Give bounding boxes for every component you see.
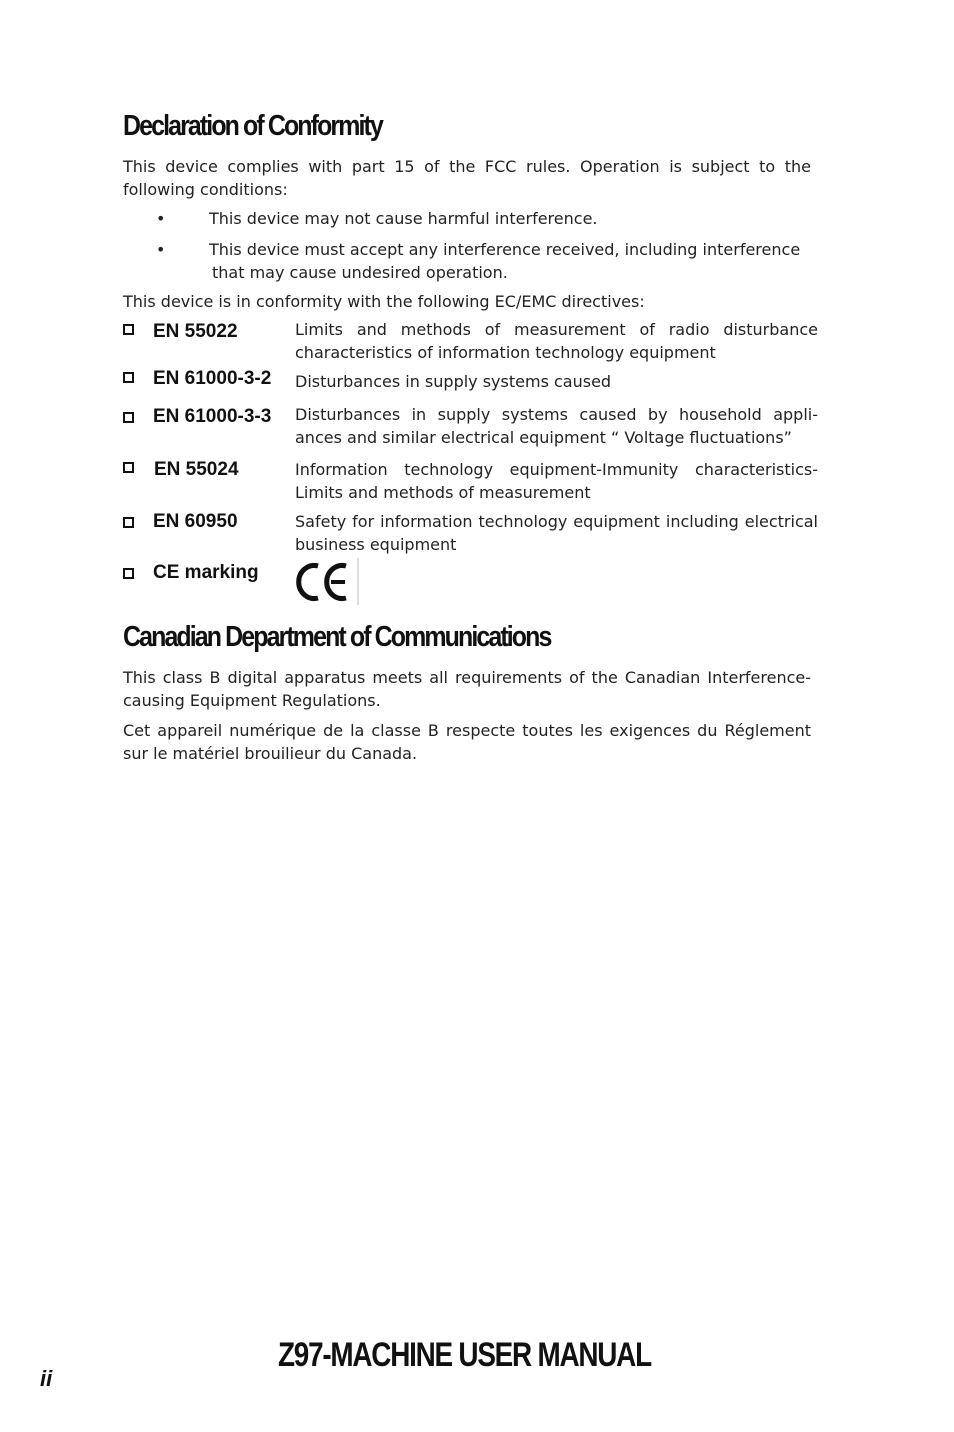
directive-desc: Limits and methods of measurement of radio disturbance characteristics of information technology equipment xyxy=(295,320,818,362)
directive-code: EN 61000-3-2 xyxy=(153,368,272,389)
manual-title: Z97-MACHINE USER MANUAL xyxy=(278,1336,651,1374)
directive-desc: Safety for information technology equipment including electrical business equipment xyxy=(295,512,818,554)
directive-code: EN 55022 xyxy=(153,321,238,342)
bullet-text-line: This device must accept any interference received, including interference xyxy=(209,240,801,259)
directive-desc: Disturbances in supply systems caused xyxy=(295,372,612,391)
checkbox-icon xyxy=(123,372,134,383)
bullet-icon: • xyxy=(156,209,166,228)
bullet-text-line: that may cause undesired operation. xyxy=(212,263,508,282)
checkbox-icon xyxy=(123,462,134,473)
bullet-icon: • xyxy=(156,240,166,259)
bullet-text: This device may not cause harmful interference. xyxy=(209,209,598,228)
bullet-text xyxy=(209,238,811,284)
canadian-french-text: Cet appareil numérique de la classe B respecte toutes les exigences du Réglement sur le matériel brouilieur du Canada. xyxy=(123,721,811,763)
declaration-intro: This device complies with part 15 of the FCC rules. Operation is subject to the following conditions: xyxy=(123,157,811,199)
directives-intro: This device is in conformity with the following EC/EMC directives: xyxy=(123,292,645,311)
canadian-title: Canadian Department of Communications xyxy=(123,621,551,653)
checkbox-icon xyxy=(123,324,134,335)
checkbox-icon xyxy=(123,412,134,423)
directive-code: EN 55024 xyxy=(154,459,239,480)
bullet-item xyxy=(123,207,811,230)
bullet-item xyxy=(123,238,811,284)
directive-desc: Information technology equipment-Immunity characteristics-Limits and methods of measurement xyxy=(295,460,818,502)
page-number: ii xyxy=(40,1366,53,1391)
directive-code: EN 61000-3-3 xyxy=(153,406,272,427)
directive-code: CE marking xyxy=(153,562,259,583)
checkbox-icon xyxy=(123,517,134,528)
directive-desc: Disturbances in supply systems caused by household appli-ances and similar electrical equipment “ Voltage fluctuations” xyxy=(295,405,818,447)
ce-mark-icon xyxy=(295,558,361,606)
checkbox-icon xyxy=(123,568,134,579)
directive-code: EN 60950 xyxy=(153,511,238,532)
canadian-english-text: This class B digital apparatus meets all requirements of the Canadian Interference-causing Equipment Regulations. xyxy=(123,668,811,710)
declaration-title: Declaration of Conformity xyxy=(123,110,382,142)
